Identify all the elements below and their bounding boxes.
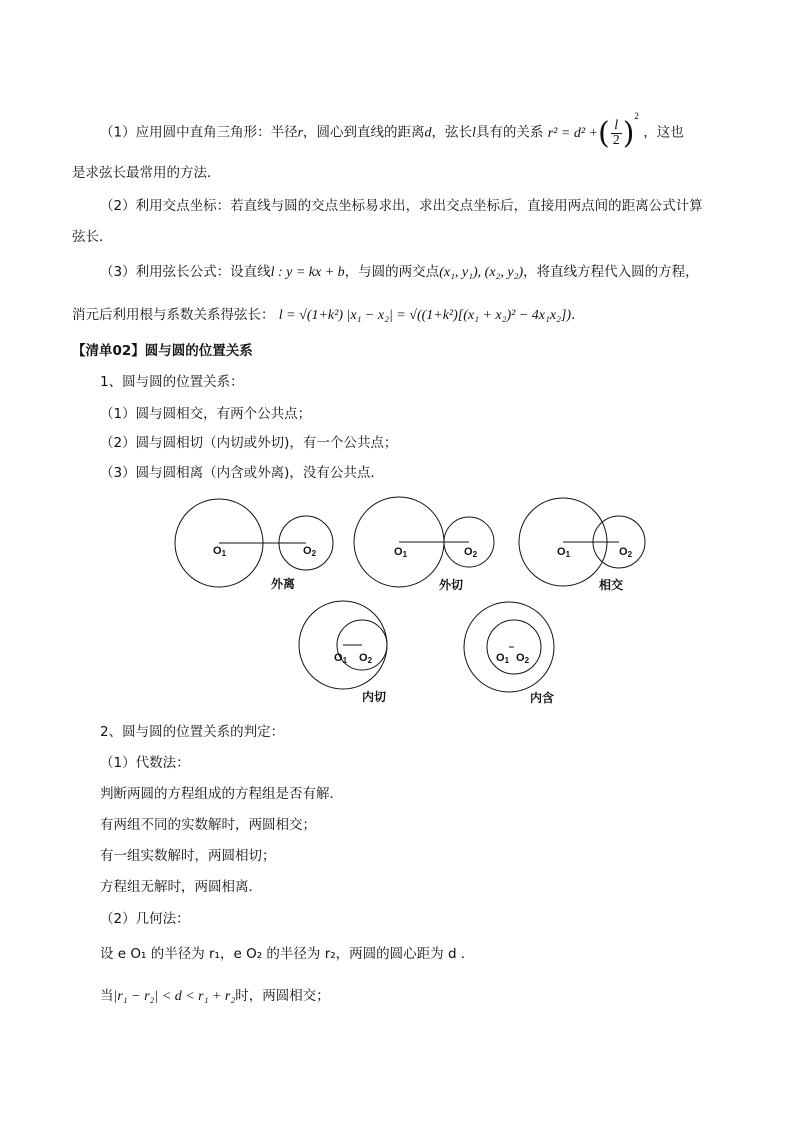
method3-mid: ，与圆的两交点 <box>344 264 440 280</box>
radius-symbol: r <box>297 125 304 141</box>
ext-tangent-o1-label: O1 <box>394 546 408 559</box>
chord-method-2-line2: 弦长． <box>72 229 113 245</box>
contained-o2-label: O2 <box>516 652 530 665</box>
label-separate: 外离 <box>271 577 296 591</box>
diagram-contained <box>464 602 554 692</box>
geometric-method-title: （2）几何法： <box>100 911 190 927</box>
method1-mid2: ，弦长 <box>431 124 473 141</box>
separate-o1-label: O1 <box>213 545 227 558</box>
contained-o1-label: O1 <box>496 652 510 665</box>
frac-denominator: 2 <box>612 132 620 148</box>
chord-length-formula: l = √(1+k²) |x₁ − x₂| = √((1+k²)[(x₁ + x₂)² − 4x₁x₂]) <box>278 308 572 323</box>
relation-item-1: （1）圆与圆相交，有两个公共点； <box>100 406 312 422</box>
algebraic-line-1: 判断两圆的方程组成的方程组是否有解． <box>100 786 343 802</box>
formula-lhs: r² = d² + <box>547 125 598 141</box>
algebraic-line-3: 有一组实数解时，两圆相切； <box>100 848 276 864</box>
geo-line2-tail: 时，两圆相交； <box>235 988 330 1004</box>
diagram-separate <box>175 499 333 587</box>
method1-mid1: ，圆心到直线的距离 <box>303 124 425 141</box>
int-tangent-o1-label: O1 <box>334 652 348 665</box>
label-external-tangent: 外切 <box>439 578 464 592</box>
chord-method-2-line1: （2）利用交点坐标：若直线与圆的交点坐标易求出，求出交点坐标后，直接用两点间的距离公式计算 <box>100 198 703 214</box>
half-chord-fraction <box>611 119 622 148</box>
method1-tail: ，这也 <box>643 124 684 141</box>
intersect-o1-label: O1 <box>557 546 571 559</box>
separate-o2-label: O2 <box>303 545 317 558</box>
relation-item-3: （3）圆与圆相离（内含或外离)，没有公共点． <box>100 465 384 481</box>
geometric-line-2 <box>100 986 330 1007</box>
chord-method-1-line1 <box>100 111 684 151</box>
chord-method-1-line2: 是求弦长最常用的方法． <box>72 165 221 181</box>
line-equation: l : y = kx + b <box>270 265 345 280</box>
algebraic-method-title: （1）代数法： <box>100 755 190 771</box>
method1-mid3: 具有的关系 <box>475 124 544 141</box>
diagram-intersect <box>519 498 645 586</box>
subsection-2-title: 2、圆与圆的位置关系的判定： <box>100 724 285 740</box>
distance-symbol: d <box>424 125 432 141</box>
int-tangent-o2-label: O2 <box>359 652 373 665</box>
diagram-internal-tangent <box>299 601 387 689</box>
section-heading: 【清单02】圆与圆的位置关系 <box>72 343 253 359</box>
frac-numerator: l <box>611 119 622 134</box>
label-contained: 内含 <box>530 691 555 705</box>
relation-item-2: （2）圆与圆相切（内切或外切)，有一个公共点； <box>100 435 398 451</box>
diagram-external-tangent <box>354 497 494 587</box>
chord-symbol: l <box>472 125 476 141</box>
ext-tangent-o2-label: O2 <box>464 546 478 559</box>
method1-lead: （1）应用圆中直角三角形：半径 <box>100 124 298 141</box>
method3-end: ． <box>571 307 585 323</box>
geo-line2-lead: 当 <box>100 988 114 1004</box>
method3-lead: （3）利用弦长公式：设直线 <box>100 264 271 280</box>
chord-method-3-line1 <box>100 262 699 283</box>
chord-method-3-line2 <box>72 305 585 326</box>
subsection-1-title: 1、圆与圆的位置关系： <box>100 374 244 390</box>
pythagoras-formula: r² = d² +( $\frac{l}{2}$ )$^2$ <box>547 111 639 151</box>
algebraic-line-2: 有两组不同的实数解时，两圆相交； <box>100 817 316 833</box>
label-intersect: 相交 <box>599 578 624 592</box>
algebraic-line-4: 方程组无解时，两圆相离． <box>100 879 262 895</box>
circle-relations-diagram <box>0 490 794 710</box>
intersection-points: (x₁, y₁), (x₂, y₂) <box>439 265 524 280</box>
label-internal-tangent: 内切 <box>362 690 387 704</box>
intersect-o2-label: O2 <box>619 546 633 559</box>
method3-line2-lead: 消元后利用根与系数关系得弦长： <box>72 307 275 323</box>
method3-tail: ，将直线方程代入圆的方程， <box>523 264 699 280</box>
square-exponent: 2 <box>634 111 639 121</box>
geometric-line-1: 设 e O₁ 的半径为 r₁，e O₂ 的半径为 r₂，两圆的圆心距为 d ． <box>100 946 475 962</box>
intersect-condition: |r₁ − r₂| < d < r₁ + r₂ <box>113 989 236 1004</box>
